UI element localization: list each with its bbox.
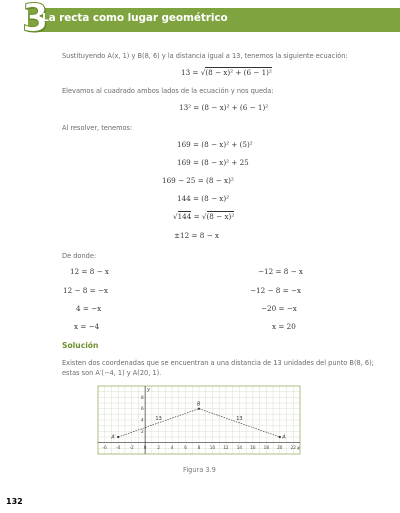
x-tick-label: 18 xyxy=(263,445,270,451)
figure-caption: Figura 3.9 xyxy=(183,466,216,474)
chapter-number: 3 xyxy=(22,0,49,40)
point-marker xyxy=(279,436,281,438)
solve-step-4: 144 = (8 − x)² xyxy=(177,194,230,203)
sqrt-symbol: √ xyxy=(200,68,206,77)
left-col-4: x = −4 xyxy=(74,322,100,331)
x-tick-label: -2 xyxy=(129,445,134,451)
x-tick-label: 6 xyxy=(184,445,187,451)
right-col-3: −20 = −x xyxy=(261,304,297,313)
x-tick-label: 12 xyxy=(223,445,229,451)
sqrt-symbol: √ xyxy=(173,212,178,221)
equation-sqrt-both xyxy=(173,212,234,221)
left-col-2: 12 − 8 = −x xyxy=(63,286,108,295)
coordinate-plane-figure xyxy=(94,382,306,462)
left-col-1: 12 = 8 − x xyxy=(70,267,109,276)
chapter-title: La recta como lugar geométrico xyxy=(42,12,228,24)
x-tick-label: 8 xyxy=(197,445,201,451)
solve-step-3: 169 − 25 = (8 − x)² xyxy=(162,176,234,185)
x-tick-label: -6 xyxy=(102,445,107,451)
solve-step-1: 169 = (8 − x)² + (5)² xyxy=(177,140,253,149)
sqrt-right-radicand: (8 − x)² xyxy=(206,212,235,221)
intro-text: Sustituyendo A(x, 1) y B(8, 6) y la distancia igual a 13, tenemos la siguiente ecuación: xyxy=(62,52,348,60)
y-tick-label: 6 xyxy=(140,406,144,412)
y-tick-label: 4 xyxy=(140,417,144,423)
x-tick-label: 22 xyxy=(290,445,296,451)
y-tick-label: 8 xyxy=(140,394,144,400)
point-label: A xyxy=(282,434,286,441)
right-col-1: −12 = 8 − x xyxy=(258,267,303,276)
sqrt-symbol: √ xyxy=(201,212,207,221)
page-number: 132 xyxy=(6,497,23,506)
segment-length-label: 13 xyxy=(155,415,162,422)
y-tick-label: 2 xyxy=(140,428,144,434)
de-donde-text: De donde: xyxy=(62,252,97,260)
solution-heading: Solución xyxy=(62,341,99,350)
grid-lines xyxy=(98,386,300,454)
point-label: A′ xyxy=(111,434,116,441)
equation-plus-minus: ±12 = 8 − x xyxy=(174,231,219,240)
x-tick-label: 10 xyxy=(209,445,216,451)
x-axis-label: x xyxy=(297,445,300,452)
equation-distance xyxy=(181,68,272,77)
solution-text-2: estas son A′(−4, 1) y A(20, 1). xyxy=(62,369,162,377)
segment-length-label: 13 xyxy=(236,415,243,422)
equation-distance-radicand: (8 − x)² + (6 − 1)² xyxy=(205,68,272,77)
point-label: B xyxy=(197,401,201,408)
left-col-3: 4 = −x xyxy=(76,304,102,313)
sqrt-left-radicand: 144 xyxy=(177,212,192,221)
right-col-4: x = 20 xyxy=(272,322,296,331)
solve-step-2: 169 = (8 − x)² + 25 xyxy=(177,158,249,167)
point-marker xyxy=(117,436,119,438)
chapter-header xyxy=(0,0,400,40)
point-marker xyxy=(198,408,200,410)
points xyxy=(110,402,286,441)
x-tick-label: 20 xyxy=(277,445,283,451)
x-tick-label: 16 xyxy=(250,445,256,451)
x-tick-label: 0 xyxy=(143,445,147,451)
x-tick-label: 14 xyxy=(236,445,243,451)
y-axis-label: y xyxy=(147,387,151,393)
equation-distance-lhs: 13 = xyxy=(181,68,201,77)
equation-squared: 13² = (8 − x)² + (6 − 1)² xyxy=(179,103,269,112)
right-col-2: −12 − 8 = −x xyxy=(250,286,302,295)
x-tick-label: 2 xyxy=(157,445,160,451)
x-tick-label: -4 xyxy=(116,445,121,451)
step1-text: Elevamos al cuadrado ambos lados de la ecuación y nos queda: xyxy=(62,87,274,95)
step2-text: Al resolver, tenemos: xyxy=(62,124,133,132)
solution-text-1: Existen dos coordenadas que se encuentran a una distancia de 13 unidades del punto B(8, 6); xyxy=(62,359,374,367)
x-tick-label: 4 xyxy=(170,445,174,451)
sqrt-equals: = xyxy=(191,212,202,221)
